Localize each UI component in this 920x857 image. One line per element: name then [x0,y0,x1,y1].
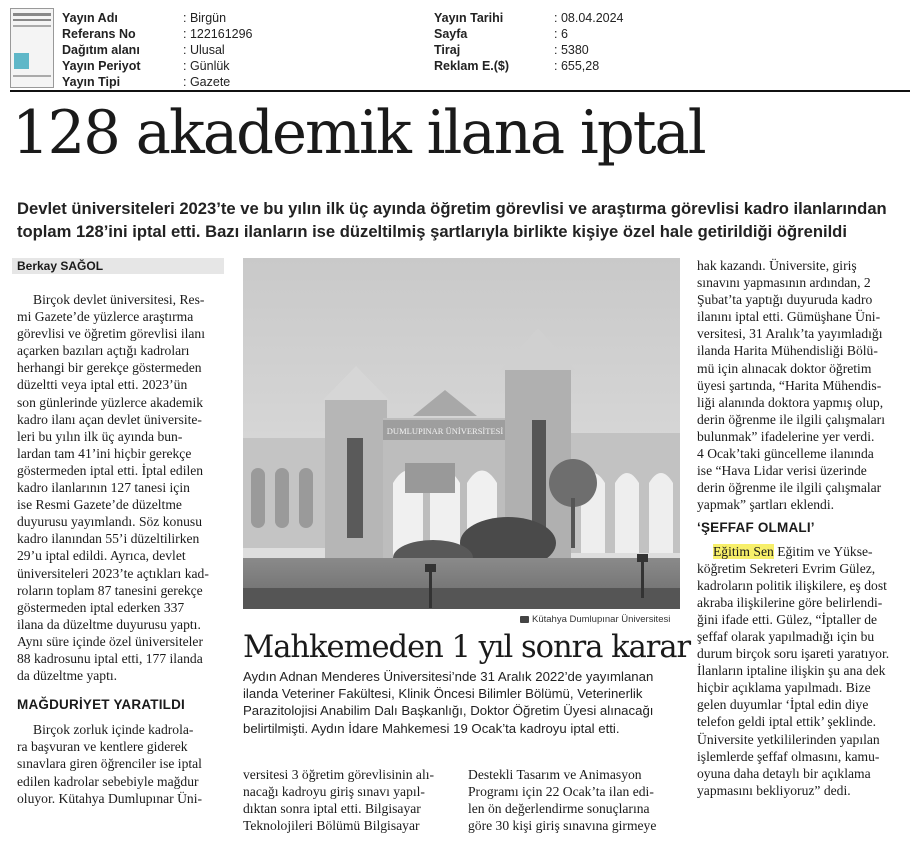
text-line: kadro ilanı açan devlet üniversite- [17,411,202,427]
text-line: 4 Ocak’taki güncelleme ilanında [697,446,874,462]
text-line: hiçbir açıklama yapılmadı. Bize [697,680,871,696]
text-line: işlemlerde şeffaf olmasını, kamu- [697,748,880,764]
text-line: liği alanında doktora yapmış olup, [697,394,884,410]
text-line: ğini ifade etti. Gülez, “İptaller de [697,611,878,627]
text-line: yapmasını bekliyoruz” dedi. [697,782,851,798]
text-line: edilen kadrolar sebebiyle mağdur [17,773,199,789]
meta-key: Sayfa [434,27,468,41]
text-line: len ön değerlendirme sonuçlarına [468,801,650,817]
campus-photo [243,258,680,609]
text-line: akraba ilişkilerine göre belirlendi- [697,594,883,610]
highlight-egitim-sen: Eğitim Sen [713,543,774,559]
meta-key: Reklam E.($) [434,59,510,73]
text-line: düzeltti veya iptal etti. 2023’ün [17,377,188,393]
text-line: sınavlara giren öğrenciler ise iptal [17,756,202,772]
meta-value: : 08.04.2024 [554,11,624,25]
paragraph-intro [17,291,222,684]
text-line: Şubat’ta yaptığı duyuruda kadro [697,292,873,308]
caption-text: Kütahya Dumlupınar Üniversitesi [532,614,671,625]
meta-value: : Birgün [183,11,227,25]
paragraph-gulez [697,560,905,799]
text-line: göre 30 kişi giriş sınavına girmeye [468,818,657,834]
text-line: leri bu yılın ilk üç ayında bun- [17,428,183,444]
author: Berkay SAĞOL [17,259,104,273]
text-line: Birçok zorluk içinde kadrola- [33,722,194,738]
text-line: İlanların iptaline ilişkin şu ana dek [697,663,886,679]
meta-key: Yayın Adı [62,11,118,25]
text-line: Birçok devlet üniversitesi, Res- [33,292,205,307]
text-line: şeffaf olarak yapılmadığı için bu [697,628,875,644]
text-line: görevlisi ve öğretim görevlisi ilanı [17,326,206,342]
article-column-3 [468,766,678,834]
text-line: da düzeltme yaptı. [17,668,118,684]
sub-story-text: Aydın Adnan Menderes Üniversitesi’nde 31 Aralık 2022’de yayımlanan ilanda Veteriner Fakültesi, Klinik Öncesi Bilimler Bölümü, Veterinerlik Parazitolojisi Anabilim Dalı Başkanlığı, Doktor Öğretim Üyesi alınacağı belirtilmişti. Aydın İdare Mahkemesi 19 Ocak’ta kadroyu iptal etti. [243,669,654,736]
text-line: kadroların politik ilişkilere, eş dost [697,577,887,593]
text-line: Destekli Tasarım ve Animasyon [468,767,642,782]
paragraph-egitim-sen-first [697,543,905,560]
subhead-magduriyet: MAĞDURİYET YARATILDI [17,697,186,713]
text-line: ise “Hava Lidar verisi üzerinde [697,463,867,479]
text-line: Programı için 22 Ocak’ta ilan edi- [468,784,654,800]
article-column-1 [17,291,222,807]
meta-key: Dağıtım alanı [62,43,140,57]
subhead-seffaf: ‘ŞEFFAF OLMALI’ [697,520,815,536]
text-line: roların toplam 87 tanesini gerekçe [17,582,203,598]
text-line: sınavını yapmasının ardından, 2 [697,275,871,291]
text-line: ilana da düzeltme duyurusu yaptı. [17,616,201,632]
meta-key: Tiraj [434,43,461,57]
text-line: 29’u iptal edildi. Ayrıca, devlet [17,548,186,564]
text-line: son günlerinde yüzlerce akademik [17,394,204,410]
meta-value: : 6 [554,27,568,41]
paragraph-magduriyet [17,721,222,806]
meta-key: Yayın Periyot [62,59,141,73]
text-line: oluyor. Kütahya Dumlupınar Üni- [17,790,202,806]
meta-key: Referans No [62,27,136,41]
paragraph-gumushane [697,257,905,513]
meta-value: : Gazete [183,75,231,89]
meta-key: Yayın Tipi [62,75,121,89]
text-line: Üniversite yetkililerinden yapılan [697,731,880,747]
meta-value: : 122161296 [183,27,253,41]
text-line: ra başvuran ve kentlere giderek [17,739,188,755]
text-line: ilanını iptal etti. Gümüşhane Üni- [697,309,881,325]
text-line: kadro ilanlarının 127 tanesi için [17,480,190,496]
meta-value: : 5380 [554,43,589,57]
text-line: lardan tam 41’ini hiçbir gerekçe [17,445,192,461]
text-line: 88 kadrosunu iptal etti, 177 ilanda [17,650,203,666]
text-line: ise Resmi Gazete’de düzeltme [17,497,182,513]
text-line: derin öğrenme ile ilgili çalışmalar [697,480,882,496]
text-line: duyurusu yayımlandı. Söz konusu [17,514,203,530]
headline: 128 akademik ilana iptal [12,98,705,168]
text-line: köğretim Sekreteri Evrim Gülez, [697,560,876,576]
text-line: yapmak” şartları eklendi. [697,497,835,513]
text-line: hak kazandı. Üniversite, giriş [697,258,857,273]
text-line: telefon geldi iptal ettik’ şeklinde. [697,714,877,730]
article-column-2 [243,766,455,834]
header-rule [10,90,910,92]
camera-icon [520,616,529,623]
text-line: bulunmak” ifadelerine yer verdi. [697,428,875,444]
sub-headline: Mahkemeden 1 yıl sonra karar [243,630,691,665]
photo-caption [520,614,670,625]
text-line: durum birçok soru işareti yaratıyor. [697,646,890,662]
text-line: kadro ilanından 55’i düzeltilirken [17,531,200,547]
text-line: mi Gazete’de yüzlerce araştırma [17,309,194,325]
text-line: mü için alınacak doktor öğretim [697,360,872,376]
text-line: nacağı kadroyu giriş sınavı yapıl- [243,784,425,800]
meta-key: Yayın Tarihi [434,11,504,25]
page-thumbnail [10,8,54,88]
text-line: oyuna daha detaylı bir açıklama [697,765,871,781]
text-line: versitesi, 31 Aralık’ta yayımladığı [697,326,883,342]
text-line: üniversiteleri 2023’te açtıkları kad- [17,565,209,581]
text-line: versitesi 3 öğretim görevlisinin alı- [243,767,435,782]
text-line: dıktan sonra iptal etti. Bilgisayar [243,801,421,817]
text-line: herhangi bir gerekçe göstermeden [17,360,202,376]
meta-value: : Günlük [183,59,230,73]
meta-value: : Ulusal [183,43,225,57]
text-line: üyesi şartında, “Harita Mühendis- [697,377,882,393]
text-line: derin öğrenme ile ilgili çalışmaları [697,411,885,427]
text-line: göstermeden iptal etti. İptal edilen [17,462,204,478]
egitim-sen-rest: Eğitim ve Yükse- [773,543,873,559]
text-line: açarken bazıları açtığı kadroları [17,343,190,359]
text-line: göstermeden iptal ederken 337 [17,599,185,615]
article-column-4 [697,257,905,799]
text-line: Teknolojileri Bölümü Bilgisayar [243,818,420,834]
deck: Devlet üniversiteleri 2023’te ve bu yılın ilk üç ayında öğretim görevlisi ve araştırma görevlisi kadro ilanlarından toplam 128’ini iptal etti. Bazı ilanların ise düzeltilmiş şartlarıyla birlikte kişiye özel hale getirildiği öğrenildi [17,199,887,241]
text-line: ilanda Harita Mühendisliği Bölü- [697,343,878,359]
meta-value: : 655,28 [554,59,600,73]
text-line: Aynı süre içinde özel üniversiteler [17,633,203,649]
text-line: gelen duyumlar ‘İptal edin diye [697,697,869,713]
photo-sign: DUMLUPINAR ÜNİVERSİTESİ [386,426,504,436]
